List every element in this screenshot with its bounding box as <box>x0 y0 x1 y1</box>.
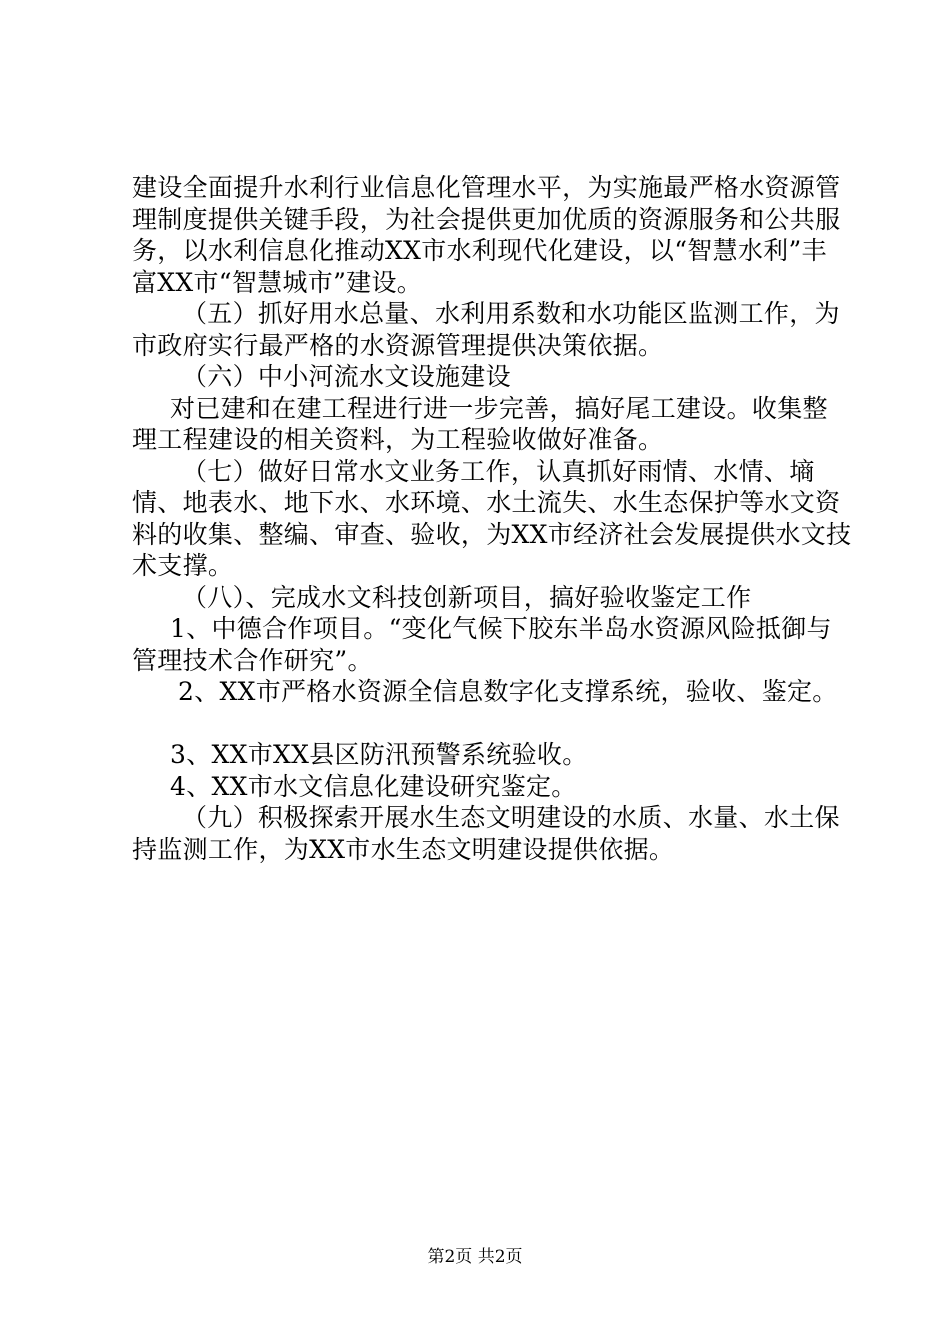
paragraph-section-6-body: 对已建和在建工程进行进一步完善，搞好尾工建设。收集整理工程建设的相关资料，为工程验收做好准备。 <box>132 393 828 454</box>
paragraph-section-7: （七）做好日常水文业务工作，认真抓好雨情、水情、墒情、地表水、地下水、水环境、水土流失、水生态保护等水文资料的收集、整编、审查、验收，为XX市经济社会发展提供水文技术支撑。 <box>132 456 852 580</box>
list-item-4: 4、XX市水文信息化建设研究鉴定。 <box>170 771 577 801</box>
list-item-3: 3、XX市XX县区防汛预警系统验收。 <box>170 740 588 769</box>
page-number-footer: 第2页 共2页 <box>427 1247 523 1267</box>
paragraph-section-9: （九）积极探索开展水生态文明建设的水质、水量、水土保持监测工作，为XX市水生态文明建设提供依据。 <box>132 803 840 864</box>
document-body <box>132 172 852 865</box>
paragraph-section-8-heading: （八）、完成水文科技创新项目，搞好验收鉴定工作 <box>182 582 752 612</box>
paragraph-continuation: 建设全面提升水利行业信息化管理水平，为实施最严格水资源管理制度提供关键手段，为社会提供更加优质的资源服务和公共服务，以水利信息化推动XX市水利现代化建设，以“智慧水利”丰富XX市“智慧城市”建设。 <box>132 173 841 297</box>
list-item-1: 1、中德合作项目。“变化气候下胶东半岛水资源风险抵御与管理技术合作研究”。 <box>132 614 832 675</box>
list-item-2: 2、XX市严格水资源全信息数字化支撑系统，验收、鉴定。 <box>178 677 838 706</box>
paragraph-section-5: （五）抓好用水总量、水利用系数和水功能区监测工作，为市政府实行最严格的水资源管理提供决策依据。 <box>132 299 840 360</box>
paragraph-section-6-heading: （六）中小河流水文设施建设 <box>182 362 511 391</box>
